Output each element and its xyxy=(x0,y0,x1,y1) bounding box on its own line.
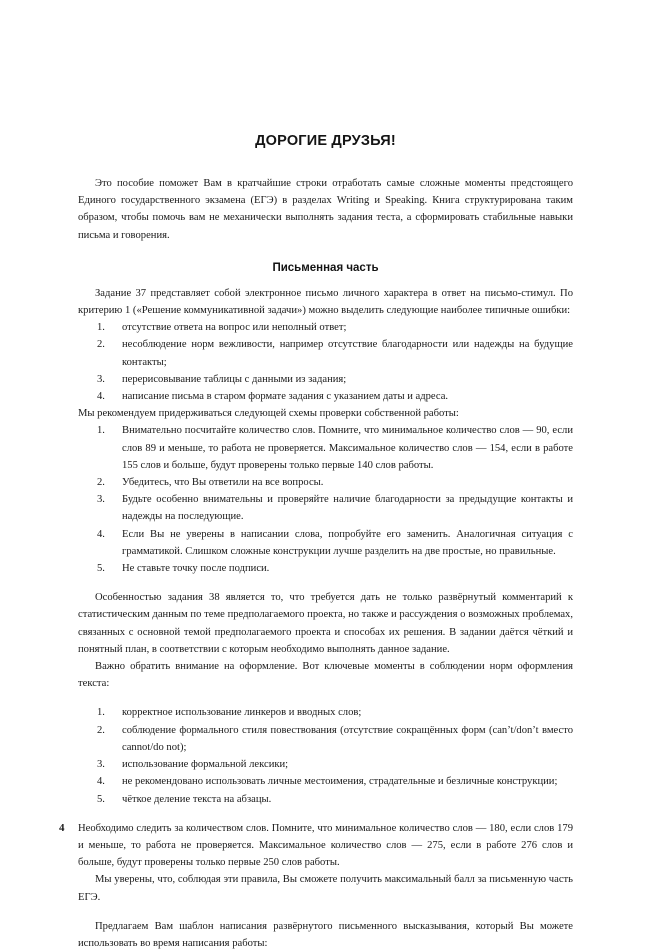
task38-paragraph: Особенностью задания 38 является то, что требуется дать не только развёрнутый комментарий к статистическим данным по теме предполагаемого проекта, но также и рассуждения о возможных проблемах, связанных с основной темой предполагаемого проекта и способах их решения. В задании даётся чёткий и понятный план, в соответствии с которым необходимо выполнять данное задание. xyxy=(78,592,573,655)
list-item: Не ставьте точку после подписи. xyxy=(122,563,270,575)
list-item: не рекомендовано использовать личные местоимения, страдательные и безличные конструкции; xyxy=(122,776,558,788)
typical-errors-list xyxy=(78,319,573,405)
page-number: 4 xyxy=(59,822,65,834)
list-item: несоблюдение норм вежливости, например отсутствие благодарности или надежды на будущие контакты; xyxy=(122,339,573,368)
confidence-paragraph: Мы уверены, что, соблюдая эти правила, Вы сможете получить максимальный балл за письменную часть ЕГЭ. xyxy=(78,874,573,903)
list-item: чёткое деление текста на абзацы. xyxy=(122,793,272,805)
page-content xyxy=(78,133,573,952)
written-part-intro-paragraph: Задание 37 представляет собой электронное письмо личного характера в ответ на письмо-стимул. По критерию 1 («Решение коммуникативной задачи») можно выделить следующие наиболее типичные ошибки: xyxy=(78,287,573,317)
formatting-lead-paragraph: Важно обратить внимание на оформление. Вот ключевые моменты в соблюдении норм оформления текста: xyxy=(78,661,573,690)
list-item: использование формальной лексики; xyxy=(122,759,289,771)
section-heading-written-part: Письменная часть xyxy=(272,261,379,274)
list-item: отсутствие ответа на вопрос или неполный ответ; xyxy=(122,322,347,334)
list-item: перерисовывание таблицы с данными из задания; xyxy=(122,373,347,385)
list-item: Убедитесь, что Вы ответили на все вопросы. xyxy=(122,477,324,489)
list-item: написание письма в старом формате задания с указанием даты и адреса. xyxy=(122,391,449,403)
list-item: соблюдение формального стиля повествования (отсутствие сокращённых форм (can’t/don’t вместо cannot/do not); xyxy=(122,724,573,753)
list-item: корректное использование линкеров и вводных слов; xyxy=(122,707,362,719)
check-scheme-lead-paragraph: Мы рекомендуем придерживаться следующей схемы проверки собственной работы: xyxy=(78,408,459,420)
check-scheme-list xyxy=(78,422,573,577)
list-item: Будьте особенно внимательны и проверяйте наличие благодарности за предыдущие контакты и надежды на последующие. xyxy=(122,494,573,523)
intro-paragraph: Это пособие поможет Вам в кратчайшие строки отработать самые сложные моменты предстоящего Единого государственного экзамена (ЕГЭ) в разделах Writing и Speaking. Книга структурирована таким образом, чтобы помочь вам не механически выполнять задания теста, а сформировать стабильные навыки письма и говорения. xyxy=(78,178,573,241)
page-title: ДОРОГИЕ ДРУЗЬЯ! xyxy=(255,133,396,149)
formatting-rules-list xyxy=(78,704,573,807)
word-count-paragraph: Необходимо следить за количеством слов. Помните, что минимальное количество слов — 180, если слов 179 и меньше, то работа не проверяется. Максимальное количество слов — 275, если в работе 276 слов и больше, будут проверены только первые 250 слов работы. xyxy=(78,822,573,869)
template-offer-paragraph: Предлагаем Вам шаблон написания развёрнутого письменного высказывания, который Вы можете использовать во время написания работы: xyxy=(78,920,573,949)
list-item: Внимательно посчитайте количество слов. Помните, что минимальное количество слов — 90, если слов 89 и меньше, то работа не проверяется. Максимальное количество слов — 154, если в работе 155 слов и больше, будут проверены только первые 140 слов работы. xyxy=(122,425,573,471)
list-item: Если Вы не уверены в написании слова, попробуйте его заменить. Аналогичная ситуация с грамматикой. Слишком сложные конструкции лучше разделить на две простые, но правильные. xyxy=(122,528,573,557)
